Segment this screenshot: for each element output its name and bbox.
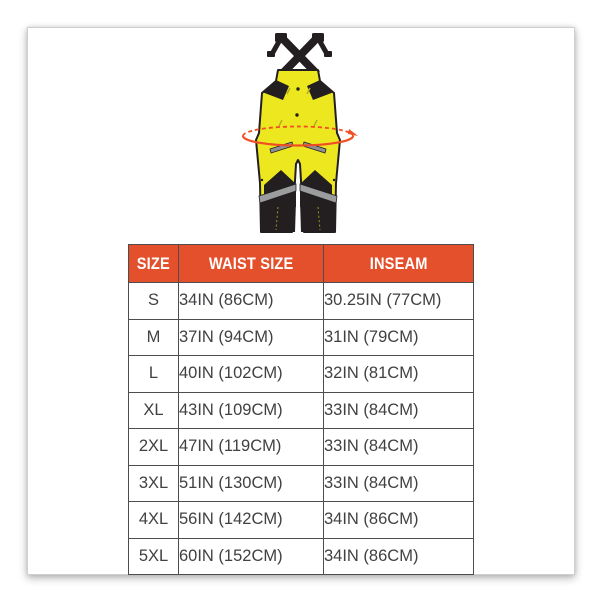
cell-size: 5XL <box>129 538 179 575</box>
table-row <box>129 429 474 466</box>
column-header-inseam <box>324 245 474 283</box>
cell-inseam: 33IN (84CM) <box>324 465 474 502</box>
bib-overalls-illustration <box>248 33 348 238</box>
cell-waist: 34IN (86CM) <box>179 283 324 320</box>
header-row <box>129 245 474 283</box>
table-row <box>129 283 474 320</box>
cell-inseam: 34IN (86CM) <box>324 502 474 539</box>
cell-size: S <box>129 283 179 320</box>
cell-size: XL <box>129 392 179 429</box>
cell-waist: 56IN (142CM) <box>179 502 324 539</box>
cell-inseam: 34IN (86CM) <box>324 538 474 575</box>
cell-inseam: 32IN (81CM) <box>324 356 474 393</box>
cell-size: 4XL <box>129 502 179 539</box>
cell-inseam: 30.25IN (77CM) <box>324 283 474 320</box>
cell-inseam: 33IN (84CM) <box>324 392 474 429</box>
table-row <box>129 392 474 429</box>
suspenders-icon <box>267 33 332 74</box>
column-header-size-label: SIZE <box>136 253 171 273</box>
cell-size: M <box>129 319 179 356</box>
table-row <box>129 319 474 356</box>
cell-size: L <box>129 356 179 393</box>
column-header-inseam-label: INSEAM <box>369 253 428 273</box>
cell-waist: 47IN (119CM) <box>179 429 324 466</box>
knee-patches <box>260 170 336 232</box>
cell-size: 2XL <box>129 429 179 466</box>
cell-waist: 60IN (152CM) <box>179 538 324 575</box>
cell-waist: 51IN (130CM) <box>179 465 324 502</box>
cell-inseam: 31IN (79CM) <box>324 319 474 356</box>
table-row <box>129 538 474 575</box>
waist-measure-arrowhead <box>348 129 358 136</box>
column-header-waist-size-label: WAIST SIZE <box>208 253 294 273</box>
cell-inseam: 33IN (84CM) <box>324 429 474 466</box>
size-chart-card <box>27 27 575 575</box>
cell-waist: 43IN (109CM) <box>179 392 324 429</box>
size-table <box>128 244 474 575</box>
table-row <box>129 502 474 539</box>
cell-waist: 40IN (102CM) <box>179 356 324 393</box>
cell-waist: 37IN (94CM) <box>179 319 324 356</box>
table-row <box>129 356 474 393</box>
column-header-waist-size <box>179 245 324 283</box>
cell-size: 3XL <box>129 465 179 502</box>
column-header-size <box>129 245 179 283</box>
table-row <box>129 465 474 502</box>
